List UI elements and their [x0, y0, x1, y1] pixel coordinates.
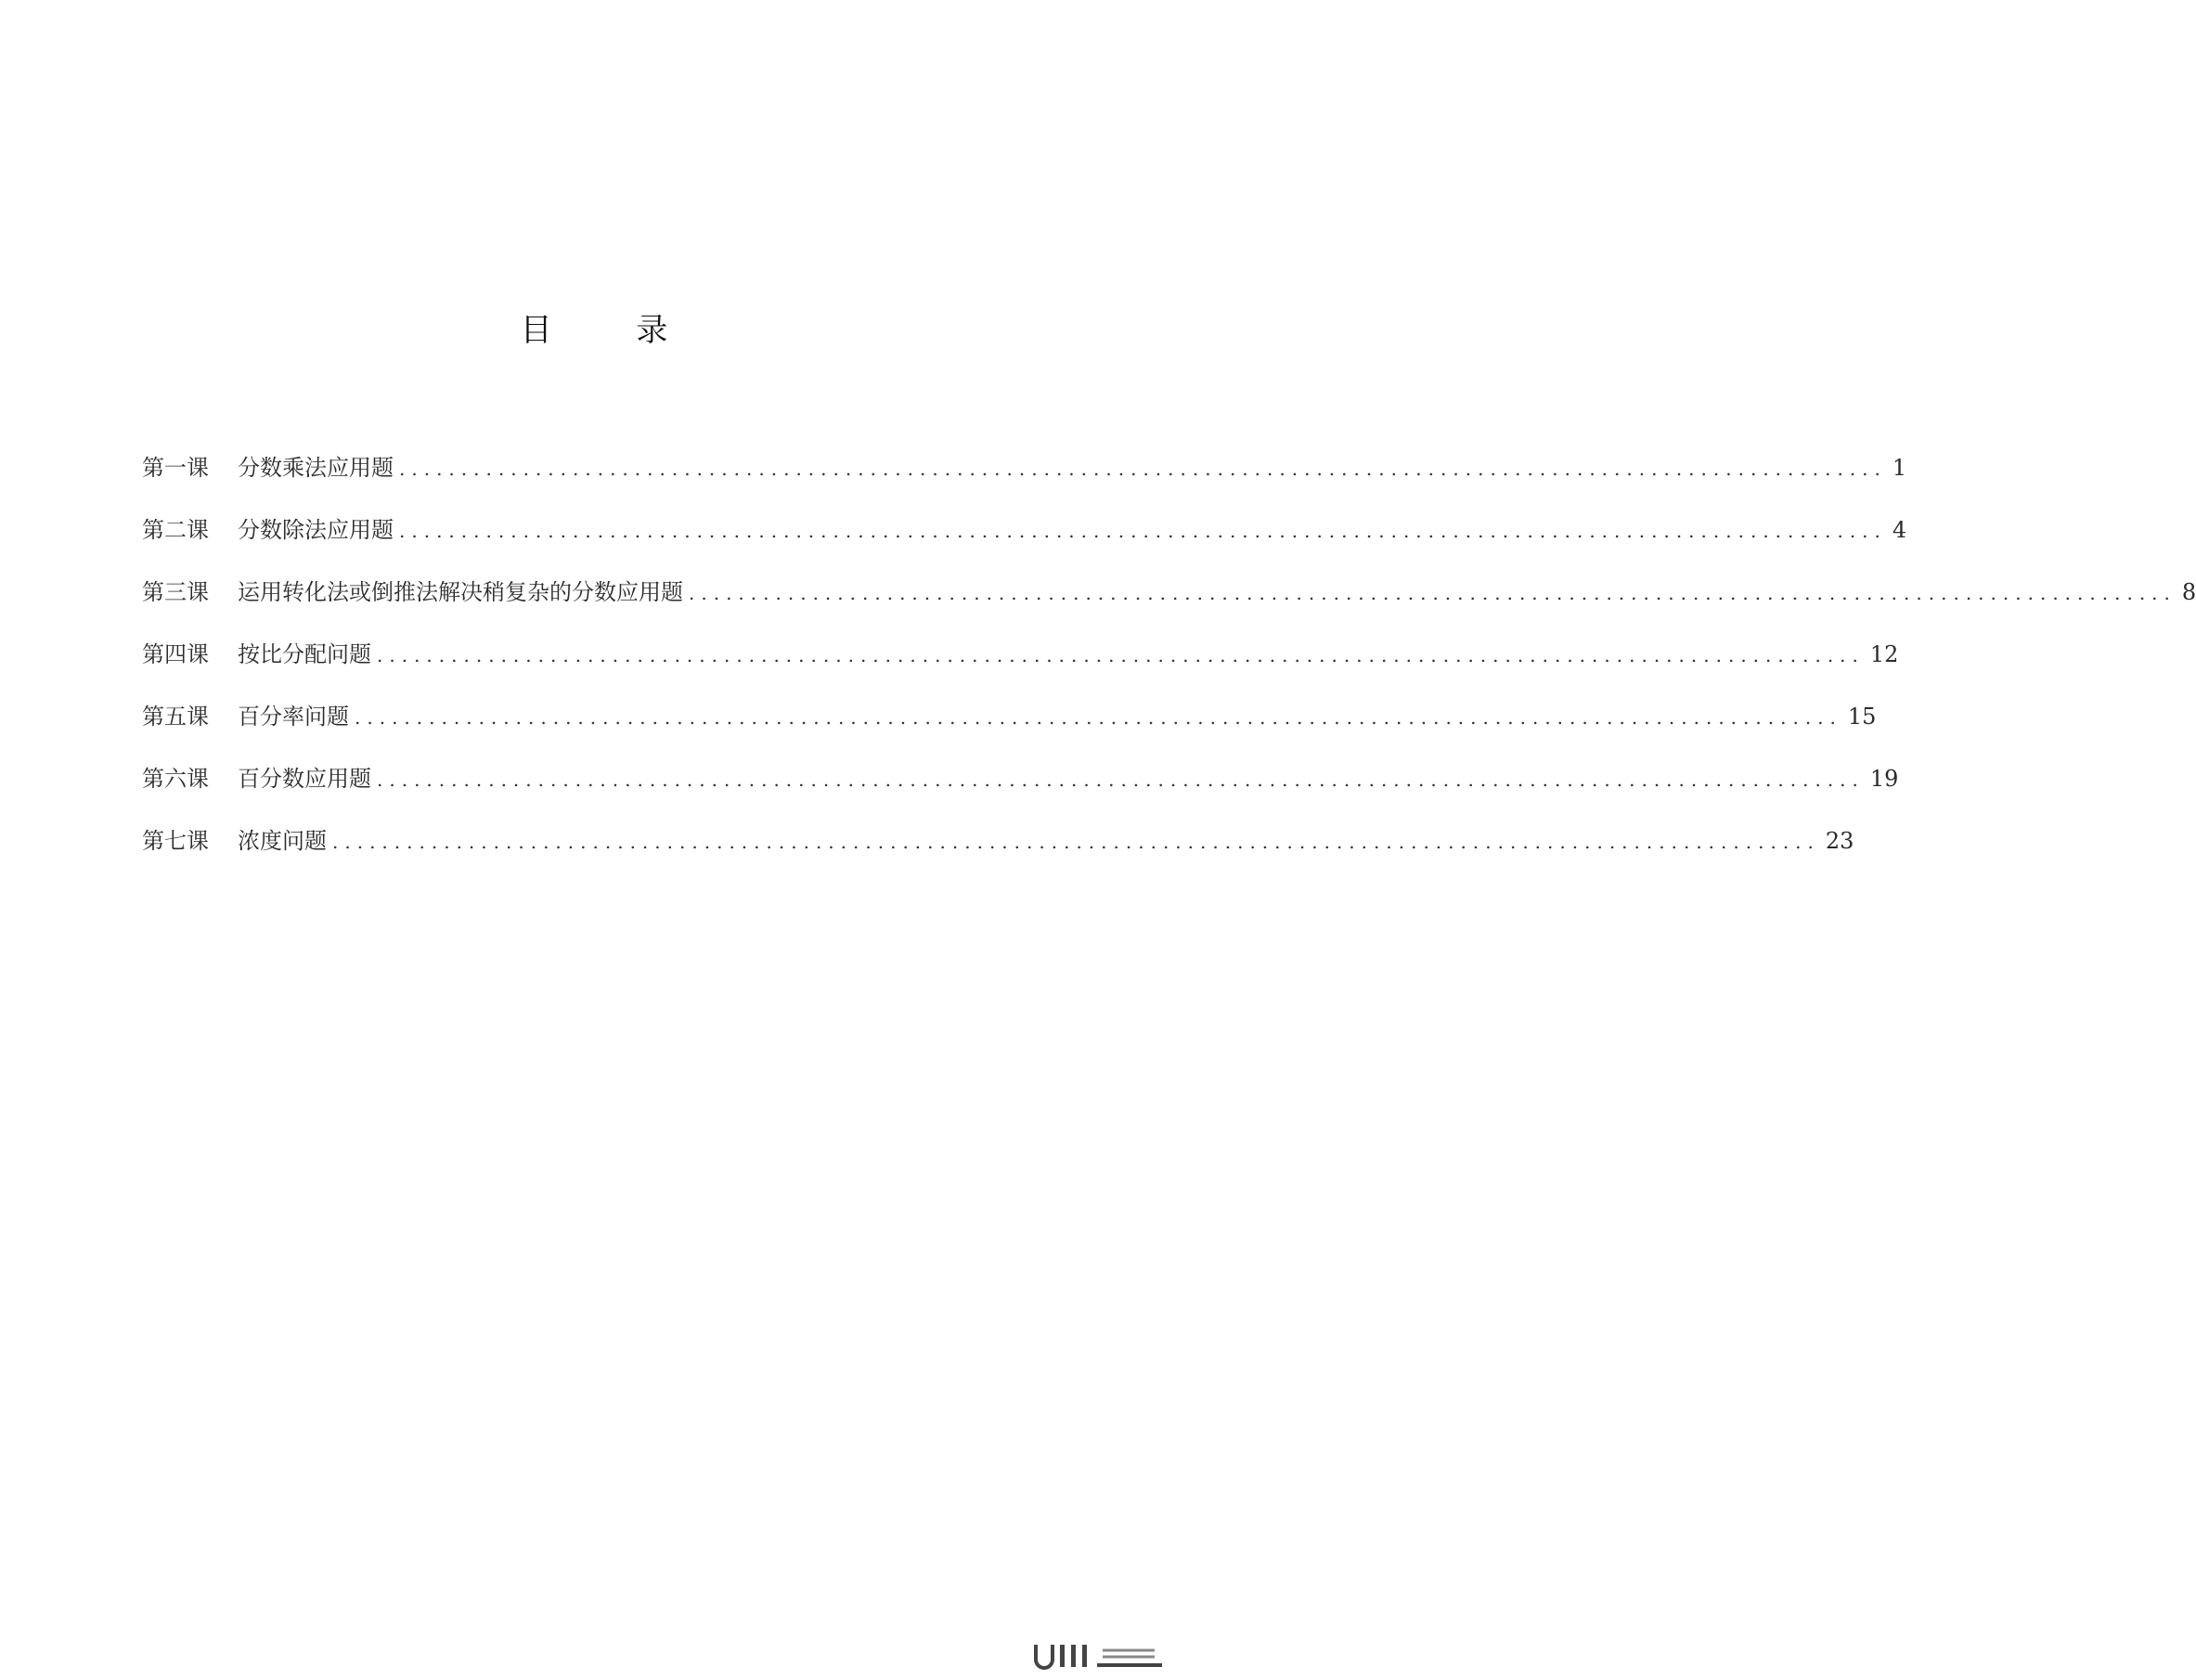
page-title: 目 录 — [520, 312, 705, 349]
toc-entry-1[interactable] — [142, 449, 1907, 511]
toc-lesson-label: 第二课 — [142, 517, 209, 543]
toc-lesson-label: 第五课 — [142, 704, 209, 730]
toc-leader-dots: ........................................................................................................................ — [377, 769, 1865, 791]
toc-leader-dots: ........................................................................................................................ — [355, 706, 1842, 729]
toc-entry-6[interactable] — [142, 760, 1899, 822]
toc-title: 按比分配问题 — [238, 641, 371, 667]
toc-page-number: 12 — [1869, 641, 1899, 667]
toc-title: 分数除法应用题 — [238, 517, 394, 543]
toc-leader-dots: ........................................................................................................................ — [689, 582, 2177, 604]
watermark-logo-icon — [1032, 1639, 1171, 1671]
toc-page-number: 19 — [1869, 766, 1899, 792]
toc-title: 百分率问题 — [238, 704, 349, 730]
toc-entry-2[interactable] — [142, 511, 1907, 574]
toc-lesson-label: 第三课 — [142, 579, 209, 605]
toc-page-number: 15 — [1847, 704, 1877, 730]
toc-entry-5[interactable] — [142, 698, 1877, 760]
toc-leader-dots: ........................................................................................................................ — [399, 520, 1887, 542]
toc-title: 运用转化法或倒推法解决稍复杂的分数应用题 — [238, 579, 683, 605]
toc-leader-dots: ........................................................................................................................ — [332, 831, 1820, 853]
toc-lesson-label: 第一课 — [142, 455, 209, 481]
toc-page-number: 4 — [1892, 517, 1907, 543]
toc-title: 百分数应用题 — [238, 766, 371, 792]
toc-page-number: 8 — [2181, 579, 2196, 605]
toc-title: 分数乘法应用题 — [238, 455, 394, 481]
toc-page-number: 1 — [1892, 455, 1907, 481]
toc-title: 浓度问题 — [238, 828, 327, 854]
toc-leader-dots: ........................................................................................................................ — [377, 644, 1865, 666]
toc-entry-4[interactable] — [142, 636, 1899, 698]
toc-lesson-label: 第六课 — [142, 766, 209, 792]
toc-leader-dots: ........................................................................................................................ — [399, 458, 1887, 480]
toc-lesson-label: 第七课 — [142, 828, 209, 854]
toc-page-number: 23 — [1825, 828, 1854, 854]
toc-entry-7[interactable] — [142, 822, 1854, 885]
toc-lesson-label: 第四课 — [142, 641, 209, 667]
table-of-contents — [142, 449, 2196, 885]
toc-entry-3[interactable] — [142, 574, 2196, 636]
